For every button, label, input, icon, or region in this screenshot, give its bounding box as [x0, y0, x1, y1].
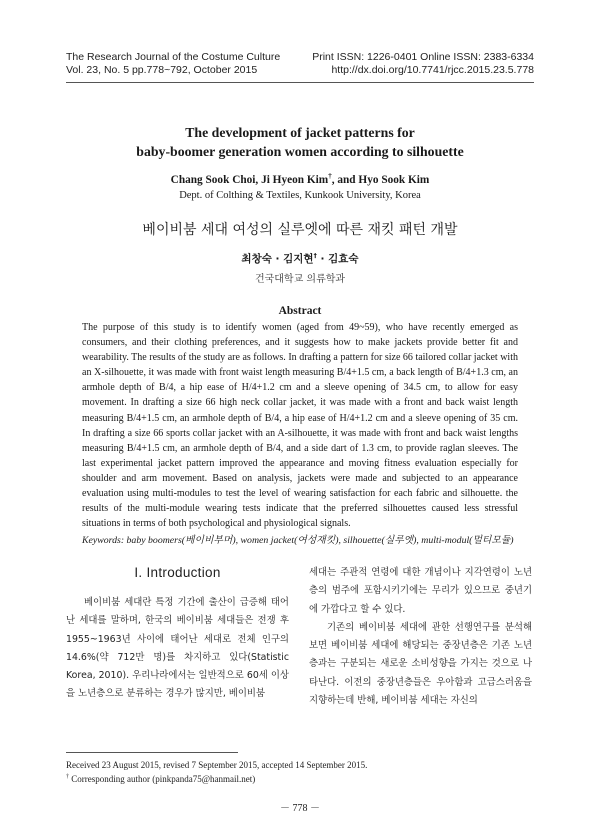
intro-paragraph-1: 베이비붐 세대란 특정 기간에 출산이 급증해 태어난 세대를 말하며, 한국의 베이비붐 세대들은 전쟁 후 1955~1963년 사이에 태어난 세대로 전체 인구의 14.6%(약 712만 명)를 차지하고 있다(Statistic Korea, 2010). 우리나라에서는 일반적으로 60세 이상을 노년층으로 분류하는 경우가 많지만, 베이비붐: [66, 597, 289, 700]
abstract-heading: Abstract: [278, 305, 322, 317]
left-column: [66, 564, 289, 704]
paper-title: [66, 123, 534, 161]
journal-header: [66, 51, 534, 77]
korean-title: 베이비붐 세대 여성의 실루엣에 따른 재킷 패턴 개발: [142, 222, 458, 238]
received-dates: Received 23 August 2015, revised 7 September 2015, accepted 14 September 2015.: [66, 760, 368, 770]
affiliation: Dept. of Colthing & Textiles, Kunkook University, Korea: [179, 190, 421, 201]
korean-affiliation: 건국대학교 의류학과: [254, 274, 346, 285]
authors-part-1: Chang Sook Choi, Ji Hyeon Kim: [170, 173, 329, 186]
abstract-text: The purpose of this study is to identify women (aged from 49~59), who have recently emerged as consumers, and their clothing preferences, and it suggests how to make jackets provide better fit and wearability. The results of the study are as follows. In drafting a pattern for size 66 tailored collar jacket with an X-silhouette, it was made with front waist length measuring B/4+1.5 cm, a back length of B/4+1.3 cm, an armhole depth of B/4, a hip ease of H/4+1.2 cm and a sleeve opening of 34.5 cm, to allow for easy movement. In drafting a size 66 high neck collar jacket, it was made with a front and back waist length measuring B/4+1.5 cm, an armhole depth of B/4, a hip ease of H/4+1.2 cm and a sleeve opening of 35 cm. In drafting a size 66 sports collar jacket with an A-silhouette, it was made with front and back waist lengths measuring B/4+1.5 cm, an armhole depth of B/4, and a side dart of 1.3 cm, to provide raglan sleeves. The last experimental jacket pattern improved the appearance and moving fitness evaluation especially for shoulder and arm movement. Based on analysis, jackets were made and subjected to an appearance evaluation using multi-modules to test the level of wearing satisfaction for each fabric and silhouette. the results of the multi-module wearing tests indicate that the preferred silhouettes caused less stressful situations in terms of both psychological and physiological signals.: [82, 322, 518, 530]
korean-authors-part-1: 최창숙 · 김지현: [241, 253, 314, 265]
header-rule: [66, 82, 534, 83]
page-number: － 778 －: [280, 803, 320, 814]
intro-paragraph-1-continued: 세대는 주관적 연령에 대한 개념이나 지각연령이 노년층의 범주에 포함시키기에는 무리가 있으므로 중년기에 가깝다고 할 수 있다.: [309, 567, 532, 615]
volume-info: Vol. 23, No. 5 pp.778~792, October 2015: [66, 64, 258, 76]
footnote-dagger: †: [66, 773, 69, 780]
authors-part-2: , and Hyo Sook Kim: [331, 173, 430, 186]
korean-authors-part-2: · 김효숙: [316, 253, 359, 265]
section-heading-introduction: I. Introduction: [134, 565, 221, 580]
corresponding-author-text: Corresponding author (pinkpanda75@hanmail.net): [69, 773, 256, 784]
footnotes: [66, 760, 534, 785]
title-line-2: baby-boomer generation women according to silhouette: [136, 144, 464, 159]
footnote-rule: [66, 752, 238, 753]
title-line-1: The development of jacket patterns for: [185, 125, 415, 140]
keywords: Keywords: baby boomers(베이비부머), women jacket(여성재킷), silhouette(실루엣), multi-modul(멀티모듈): [82, 535, 514, 546]
issn: Print ISSN: 1226-0401 Online ISSN: 2383-6334: [312, 51, 534, 63]
right-column: [309, 564, 532, 710]
corresponding-dagger: †: [328, 172, 332, 180]
author-list: [66, 172, 534, 186]
korean-dagger: †: [313, 251, 317, 260]
intro-paragraph-2: 기존의 베이비붐 세대에 관한 선행연구를 분석해 보면 베이비붐 세대에 해당되는 중장년층은 기존 노년층과는 구분되는 새로운 소비성향을 가지는 것으로 나타난다. 이전의 중장년층들은 우아함과 고급스러움을 지향하는데 반해, 베이비붐 세대는 자신의: [309, 621, 532, 707]
journal-name: The Research Journal of the Costume Culture: [66, 51, 281, 63]
abstract-body: [82, 320, 518, 531]
doi-link[interactable]: http://dx.doi.org/10.7741/rjcc.2015.23.5.778: [331, 64, 534, 76]
corresponding-author-note: [66, 772, 534, 786]
korean-author-list: [66, 251, 534, 266]
